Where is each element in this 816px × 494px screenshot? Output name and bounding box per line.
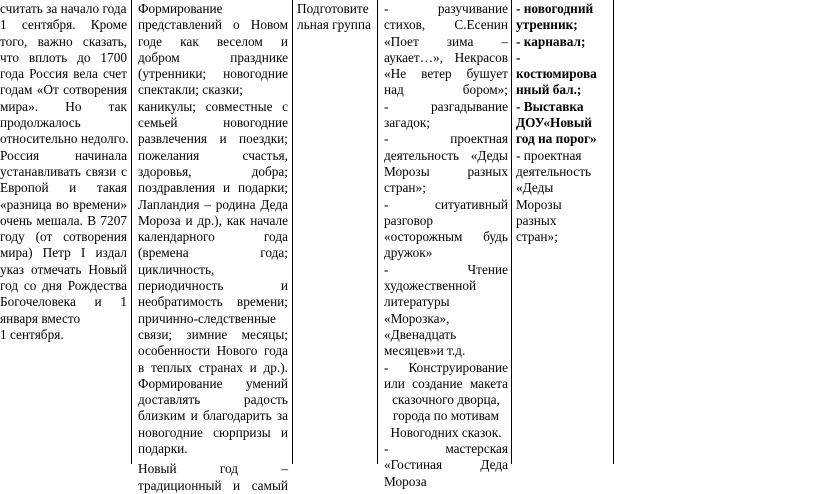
- column-divider: [377, 0, 378, 464]
- text-line: указ отмечать Новый: [0, 261, 127, 277]
- text-line: стран»;: [384, 180, 426, 196]
- text-line: - разучивание: [384, 1, 508, 16]
- text-line: января вместо: [0, 310, 81, 326]
- text-line: 1 сентября.: [0, 326, 64, 342]
- events-cell: [516, 0, 610, 465]
- text-line: здоровья, добра;: [138, 163, 288, 179]
- text-line: что вплоть до 1700: [0, 49, 127, 65]
- text-line: Новогодних сказок.: [390, 424, 502, 440]
- text-line: календарного года: [138, 229, 288, 245]
- text-line: - разгадывание: [384, 98, 508, 114]
- text-line: традиционный и самый: [138, 477, 288, 493]
- text-line: деятельность «Деды: [384, 147, 508, 163]
- text-line: представлений о Новом: [138, 17, 288, 33]
- text-line: - Чтение: [384, 261, 508, 277]
- text-line: разных: [516, 212, 557, 228]
- text-line: - мастерская: [384, 441, 508, 457]
- text-line: аукает…», Некрасов: [384, 49, 508, 65]
- text-line: или создание макета: [384, 375, 508, 391]
- text-line: Формирование умений: [138, 375, 288, 391]
- text-line: - ситуативный: [384, 196, 508, 212]
- text-line: доставлять радость: [138, 392, 288, 408]
- text-line: Мороза: [384, 473, 427, 489]
- text-line: связи; зимние месяцы;: [138, 326, 288, 342]
- history-text-cell: [0, 0, 127, 465]
- text-line: году (от сотворения: [0, 229, 127, 245]
- text-line: цикличность,: [138, 261, 215, 277]
- text-line: (времена года;: [138, 245, 288, 261]
- text-line: дружок»: [384, 245, 433, 261]
- text-line: месяцев»и т.д.: [384, 343, 466, 359]
- group-cell: [297, 0, 372, 465]
- text-line: «Поет зима –: [384, 33, 508, 49]
- text-line: Морозы: [516, 196, 562, 212]
- text-line: льная группа: [297, 17, 371, 33]
- text-line: деятельность: [516, 163, 592, 179]
- text-line: (утренники; новогодние: [138, 66, 288, 82]
- text-line: разговор: [384, 212, 434, 228]
- text-line: - проектная: [516, 147, 582, 163]
- text-line: «Гостиная Деда: [384, 457, 508, 473]
- text-line: Мороза и др.), как начале: [138, 212, 288, 228]
- text-line: «Деды: [516, 180, 554, 196]
- text-line: -: [516, 49, 521, 65]
- goals-text-cell: [138, 0, 288, 493]
- text-line: «осторожным будь: [384, 229, 508, 245]
- text-line: мира». Но так: [0, 98, 127, 114]
- column-divider: [613, 0, 614, 464]
- text-line: Лапландия – родина Деда: [138, 196, 288, 212]
- text-line: 1 сентября. Кроме: [0, 17, 127, 33]
- text-line: подарки.: [138, 441, 188, 457]
- text-line: Новый год –: [138, 461, 288, 477]
- text-line: спектакли; сказки;: [138, 82, 243, 98]
- text-line: над бором»;: [384, 82, 508, 98]
- text-line: утренник;: [516, 17, 578, 33]
- text-line: стран»;: [516, 229, 558, 245]
- text-line: развлечения и поездки;: [138, 131, 288, 147]
- text-line: загадок;: [384, 115, 431, 131]
- text-line: - карнавал;: [516, 33, 586, 49]
- text-line: поздравления и подарки;: [138, 180, 288, 196]
- text-line: художественной: [384, 278, 477, 294]
- text-line: Россия начинала: [0, 147, 127, 163]
- text-line: нный бал.;: [516, 82, 582, 98]
- column-divider: [131, 0, 132, 464]
- text-line: Европой и такая: [0, 180, 127, 196]
- text-line: год на порог»: [516, 131, 597, 147]
- text-line: Богочеловека и 1: [0, 294, 127, 310]
- text-line: мира) Петр I издал: [0, 245, 127, 261]
- text-line: ДОУ«Новый: [516, 115, 592, 131]
- text-line: очень мешала. В 7207: [0, 212, 127, 228]
- text-line: продолжалось: [0, 115, 81, 131]
- text-line: в теплых странах и др.).: [138, 359, 288, 375]
- text-line: стихов, С.Есенин: [384, 17, 508, 33]
- text-line: устанавливать связи с: [0, 163, 127, 179]
- text-line: годе как веселом и: [138, 33, 288, 49]
- text-line: костюмирова: [516, 66, 597, 82]
- text-line: причинно-следственные: [138, 310, 276, 326]
- text-line: семьей новогодние: [138, 115, 288, 131]
- text-line: добром празднике: [138, 49, 288, 65]
- text-line: того, важно сказать,: [0, 33, 127, 49]
- text-line: сказочного дворца,: [392, 392, 500, 408]
- text-line: литературы: [384, 294, 450, 310]
- text-line: Формирование: [138, 1, 223, 16]
- text-line: Подготовите: [297, 1, 369, 16]
- text-line: года Россия вела счет: [0, 66, 127, 82]
- text-line: - проектная: [384, 131, 508, 147]
- column-divider: [292, 0, 293, 464]
- text-line: годам «От сотворения: [0, 82, 127, 98]
- text-line: считать за начало года: [0, 1, 127, 16]
- text-line: необратимость времени;: [138, 294, 288, 310]
- activities-cell: [384, 0, 508, 489]
- text-line: каникулы; совместные с: [138, 98, 288, 114]
- text-line: особенности Нового года: [138, 343, 288, 359]
- text-line: - Выставка: [516, 98, 584, 114]
- text-line: «Не ветер бушует: [384, 66, 508, 82]
- text-line: относительно недолго.: [0, 131, 129, 147]
- text-line: пожелания счастья,: [138, 147, 288, 163]
- column-divider: [511, 0, 512, 464]
- text-line: новогодние сюрпризы и: [138, 424, 288, 440]
- text-line: год со дня Рождества: [0, 278, 127, 294]
- text-line: «Морозка»,: [384, 310, 450, 326]
- text-line: близким и благодарить за: [138, 408, 288, 424]
- text-line: периодичность и: [138, 278, 288, 294]
- text-line: «разница во времени»: [0, 196, 127, 212]
- text-line: Морозы разных: [384, 163, 508, 179]
- text-line: - Конструирование: [384, 359, 508, 375]
- text-line: - новогодний: [516, 1, 594, 16]
- text-line: города по мотивам: [393, 408, 499, 424]
- text-line: «Двенадцать: [384, 326, 457, 342]
